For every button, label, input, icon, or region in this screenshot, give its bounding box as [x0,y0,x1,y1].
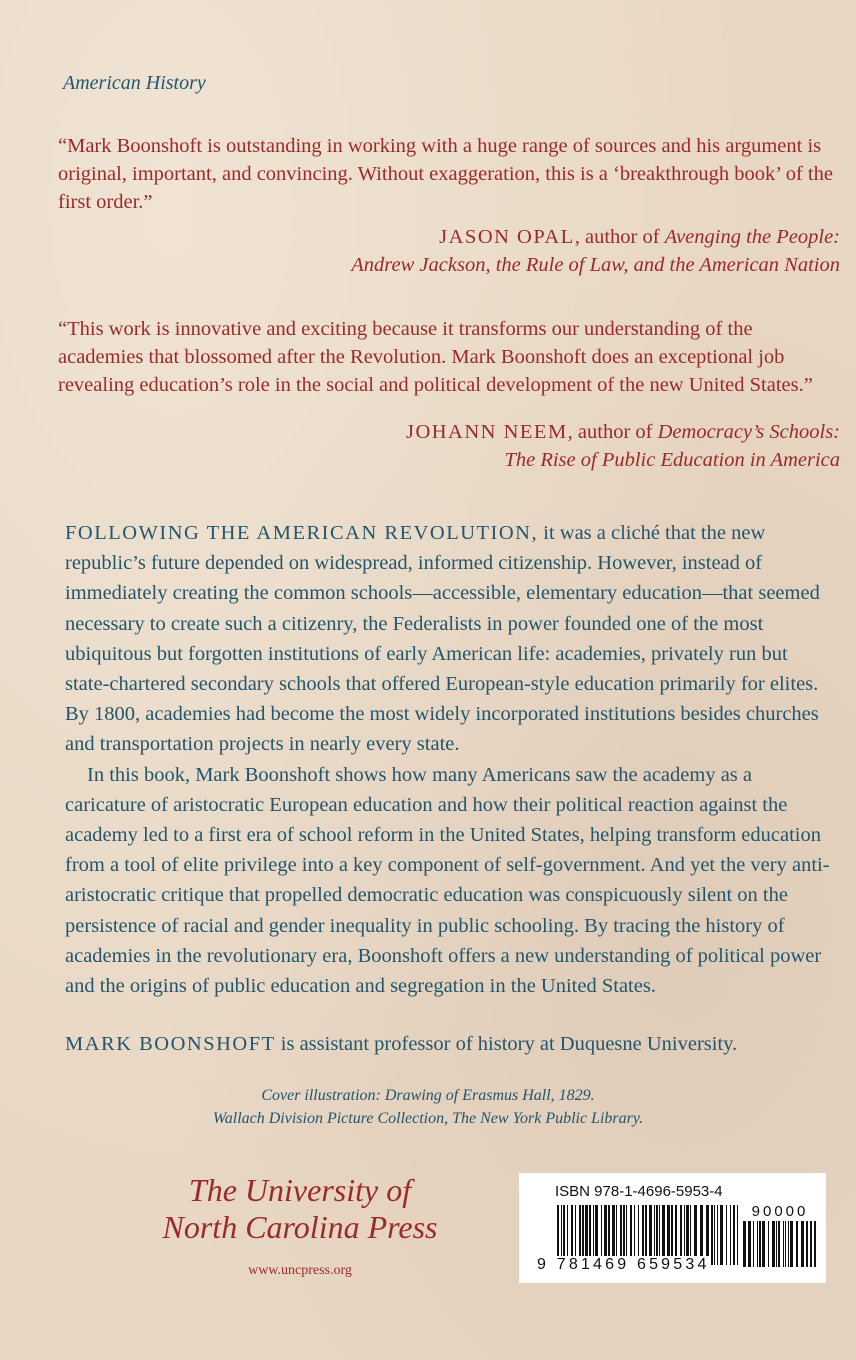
endorser-name: JASON OPAL [439,226,575,248]
book-description [65,518,835,1001]
author-name: MARK BOONSHOFT [65,1033,276,1055]
endorser-name: JOHANN NEEM [405,421,568,443]
price-addon-digits: 90000 [751,1203,809,1220]
isbn-digits: 9 781469 659534 [537,1256,710,1273]
endorser-work-title: Democracy’s Schools: [657,421,840,443]
author-bio: MARK BOONSHOFT is assistant professor of history at Duquesne University. [65,1033,738,1055]
author-of-label: , author of [567,421,653,443]
description-paragraph: FOLLOWING THE AMERICAN REVOLUTION, it was a cliché that the new republic’s future depended on widespread, informed citizenship. However, instead of immediately creating the common schools—accessible, elementary education—that seemed necessary to create such a citizenry, the Federalists in power founded one of the most ubiquitous but forgotten institutions of early American life: academies, privately run but state-chartered secondary schools that offered European-style education primarily for elites. By 1800, academies had become the most widely incorporated institutions besides churches and transportation projects in nearly every state. [65,522,820,756]
endorser-work-subtitle: Andrew Jackson, the Rule of Law, and the American Nation [351,254,840,276]
endorsement-quote-2: “This work is innovative and exciting because it transforms our understanding of the academies that blossomed after the Revolution. Mark Boonshoft does an exceptional job revealing education’s role in the social and political development of the new United States.” [58,318,813,396]
publisher-url: www.uncpress.org [248,1263,352,1278]
isbn-label: ISBN 978-1-4696-5953-4 [555,1183,723,1200]
isbn-barcode [519,1173,826,1283]
description-paragraph: In this book, Mark Boonshoft shows how many Americans saw the academy as a caricature of aristocratic European education and how their political reaction against the academy led to a first era of school reform in the United States, helping transform education from a tool of elite privilege into a key component of self-government. And yet the very anti-aristocratic critique that propelled democratic education was conspicuously silent on the persistence of racial and gender inequality in public schooling. By tracing the history of academies in the revolutionary era, Boonshoft offers a new understanding of political power and the origins of public education and segregation in the United States. [65,763,830,998]
endorsement-quote-1: “Mark Boonshoft is outstanding in working with a huge range of sources and his argument is original, important, and convincing. Without exaggeration, this is a ‘breakthrough book’ of the first order.” [58,135,833,213]
addon-barcode-bars [743,1221,817,1267]
cover-credit: Cover illustration: Drawing of Erasmus Hall, 1829. Wallach Division Picture Collection, The New York Public Library. [212,1087,644,1127]
endorsement-attribution-2 [60,418,840,474]
category-label: American History [63,72,206,94]
endorser-work-subtitle: The Rise of Public Education in America [504,449,840,471]
description-lead: FOLLOWING THE AMERICAN REVOLUTION, [65,522,539,544]
endorser-work-title: Avenging the People: [664,226,840,248]
author-of-label: , author of [574,226,660,248]
endorsement-attribution-1 [60,223,840,279]
publisher-logo: The University of North Carolina Press [162,1172,438,1245]
